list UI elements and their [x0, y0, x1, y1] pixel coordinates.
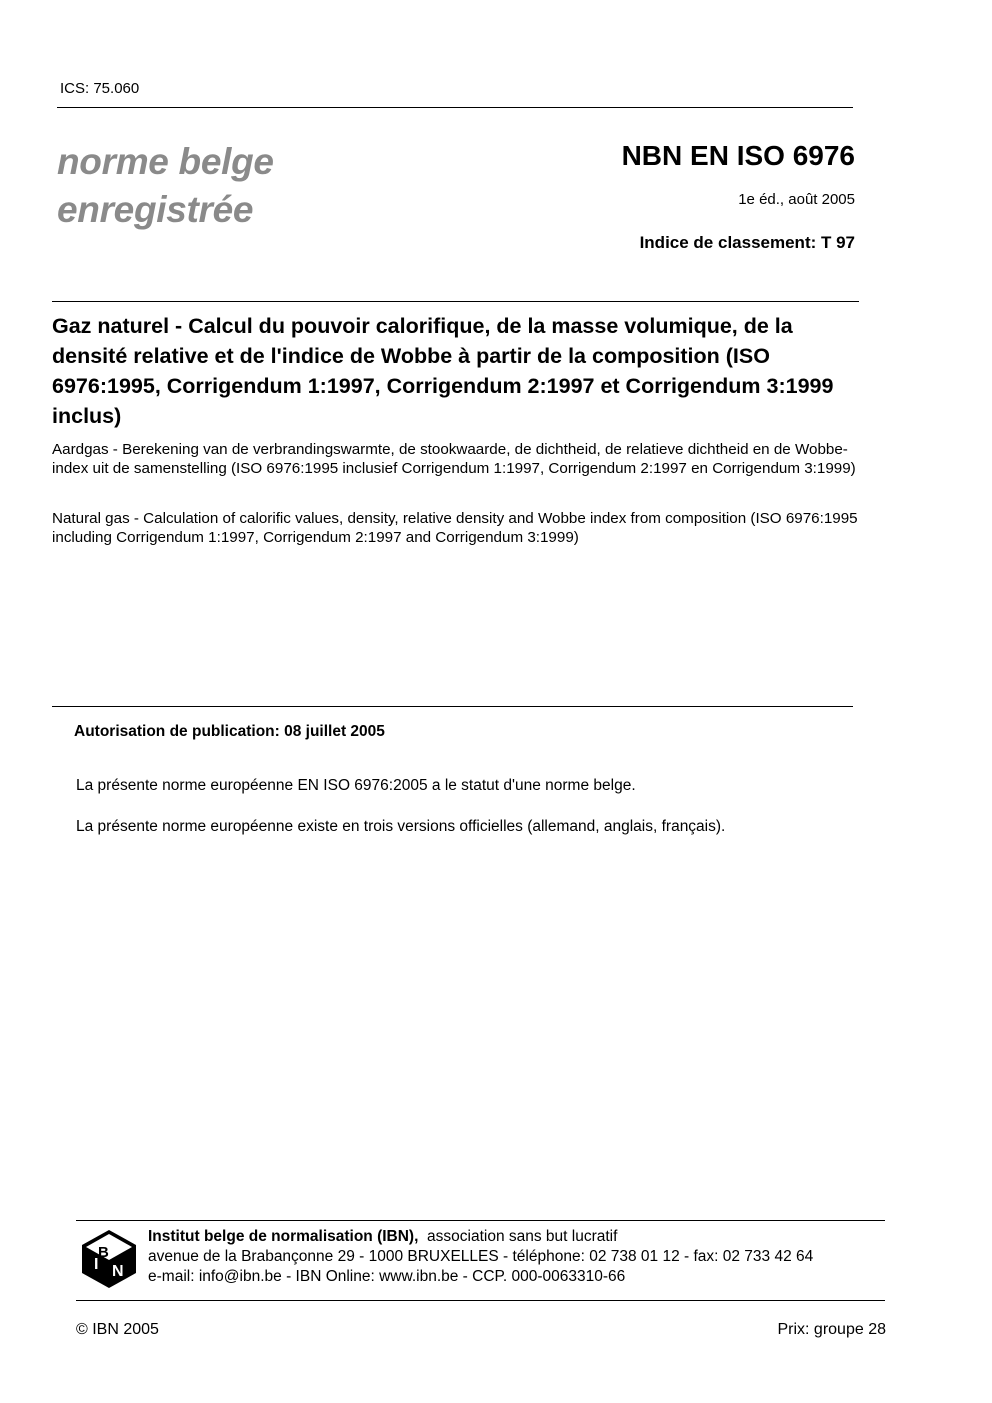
classification-index: Indice de classement: T 97: [639, 233, 855, 252]
publication-authorization: Autorisation de publication: 08 juillet 2005: [74, 723, 385, 740]
footer-bottom-rule: [76, 1300, 885, 1301]
enregistree-label: enregistrée: [57, 189, 254, 230]
title-english: Natural gas - Calculation of calorific values, density, relative density and Wobbe index from composition (ISO 6976:1995 including Corrigendum 1:1997, Corrigendum 2:1997 and Corrigendum 3:1999): [52, 510, 858, 546]
institute-contact: e-mail: info@ibn.be - IBN Online: www.ibn.be - CCP. 000-0063310-66: [148, 1268, 626, 1285]
header-rule: [57, 107, 853, 108]
institute-name: Institut belge de normalisation (IBN),: [148, 1228, 419, 1245]
title-top-rule: [52, 301, 859, 302]
institute-line: [148, 1228, 617, 1246]
ibn-logo: [81, 1229, 137, 1289]
footer-top-rule: [76, 1220, 885, 1221]
standard-number: NBN EN ISO 6976: [621, 140, 855, 171]
institute-description: association sans but lucratif: [427, 1228, 618, 1245]
status-statement: La présente norme européenne EN ISO 6976:2005 a le statut d'une norme belge.: [76, 777, 636, 794]
svg-text:B: B: [98, 1244, 109, 1261]
norme-belge-label: norme belge: [57, 141, 274, 182]
copyright: © IBN 2005: [76, 1321, 159, 1338]
title-french: Gaz naturel - Calcul du pouvoir calorifique, de la masse volumique, de la densité relative et de l'indice de Wobbe à partir de la composition (ISO 6976:1995, Corrigendum 1:1997, Corrigendum 2:1997 et Corrigendum 3:1999 inclus): [52, 314, 834, 428]
institute-address: avenue de la Brabançonne 29 - 1000 BRUXELLES - téléphone: 02 738 01 12 - fax: 02 733 42 64: [148, 1248, 814, 1265]
svg-text:I: I: [94, 1256, 99, 1273]
versions-statement: La présente norme européenne existe en trois versions officielles (allemand, anglais, français).: [76, 818, 726, 835]
ics-code: ICS: 75.060: [60, 80, 140, 97]
svg-text:N: N: [112, 1263, 124, 1280]
edition-date: 1e éd., août 2005: [738, 191, 855, 208]
publication-rule: [52, 706, 853, 707]
title-dutch: Aardgas - Berekening van de verbrandingswarmte, de stookwaarde, de dichtheid, de relatieve dichtheid en de Wobbe-index uit de samenstelling (ISO 6976:1995 inclusief Corrigendum 1:1997, Corrigendum 2:1997 en Corrigendum 3:1999): [52, 441, 856, 477]
price-group: Prix: groupe 28: [777, 1321, 886, 1338]
ibn-logo-mark: [81, 1229, 137, 1289]
